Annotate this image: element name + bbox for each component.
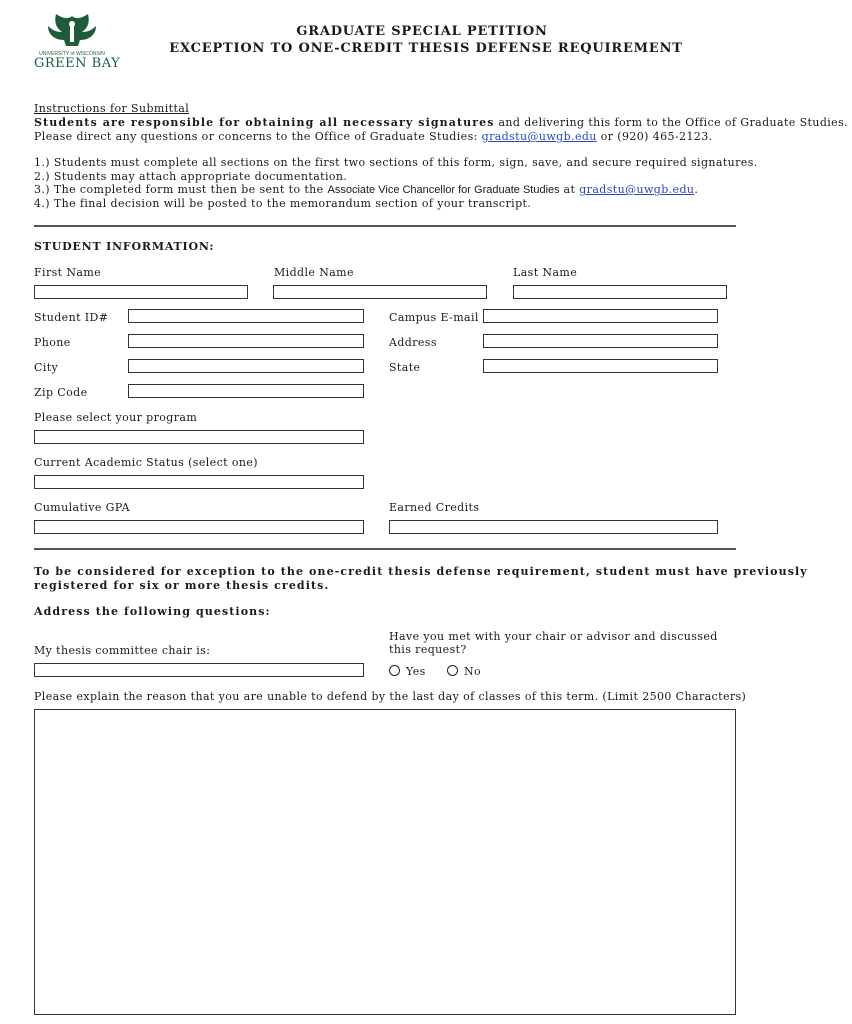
chair-label: My thesis committee chair is: xyxy=(34,644,211,657)
state-label: State xyxy=(389,361,421,374)
zip-label: Zip Code xyxy=(34,386,88,399)
last-name-label: Last Name xyxy=(513,266,578,279)
middle-name-field[interactable] xyxy=(273,285,487,299)
university-logo xyxy=(34,12,121,71)
first-name-label: First Name xyxy=(34,266,102,279)
instructions-contact xyxy=(34,130,713,143)
state-field[interactable] xyxy=(483,359,718,373)
logo-name: GREEN BAY xyxy=(34,56,121,71)
credits-label: Earned Credits xyxy=(389,501,480,514)
status-label: Current Academic Status (select one) xyxy=(34,456,258,469)
program-label: Please select your program xyxy=(34,411,198,424)
campus-email-label: Campus E-mail xyxy=(389,311,479,324)
chair-field[interactable] xyxy=(34,663,364,677)
status-select[interactable] xyxy=(34,475,364,489)
step3-text-c: at xyxy=(559,183,580,196)
credits-field[interactable] xyxy=(389,520,718,534)
city-field[interactable] xyxy=(128,359,364,373)
step3-text-a: 3.) The completed form must then be sent to the xyxy=(34,183,328,196)
yes-radio[interactable] xyxy=(389,665,400,676)
no-radio[interactable] xyxy=(447,665,458,676)
address-questions-heading: Address the following questions: xyxy=(34,605,271,618)
student-id-field[interactable] xyxy=(128,309,364,323)
contact-phone: or (920) 465-2123. xyxy=(596,130,713,143)
instructions-lead-rest: and delivering this form to the Office of Graduate Studies. xyxy=(494,116,849,129)
step3-office: Associate Vice Chancellor for Graduate Studies xyxy=(327,184,560,196)
explain-label: Please explain the reason that you are unable to defend by the last day of classes of this term. (Limit 2500 Characters) xyxy=(34,690,747,703)
first-name-field[interactable] xyxy=(34,285,248,299)
step3-email-link[interactable]: gradstu@uwgb.edu xyxy=(579,183,695,196)
page-title: GRADUATE SPECIAL PETITION xyxy=(296,24,548,39)
step3-text-d: . xyxy=(694,183,699,196)
city-label: City xyxy=(34,361,59,374)
gpa-field[interactable] xyxy=(34,520,364,534)
contact-email-link[interactable]: gradstu@uwgb.edu xyxy=(481,130,597,143)
instruction-step-2: 2.) Students may attach appropriate documentation. xyxy=(34,170,348,183)
divider-middle xyxy=(34,548,736,550)
exception-notice-line2: registered for six or more thesis credits. xyxy=(34,579,330,592)
student-id-label: Student ID# xyxy=(34,311,109,324)
yes-label: Yes xyxy=(406,665,426,678)
last-name-field[interactable] xyxy=(513,285,727,299)
campus-email-field[interactable] xyxy=(483,309,718,323)
met-question-line2: this request? xyxy=(389,643,467,656)
exception-notice-line1: To be considered for exception to the one-credit thesis defense requirement, student must have previously xyxy=(34,565,808,578)
address-label: Address xyxy=(389,336,437,349)
phone-label: Phone xyxy=(34,336,71,349)
explanation-textarea[interactable] xyxy=(34,709,736,1015)
middle-name-label: Middle Name xyxy=(274,266,354,279)
program-select[interactable] xyxy=(34,430,364,444)
instructions-lead xyxy=(34,116,848,129)
instructions-bold-lead: Students are responsible for obtaining all necessary signatures xyxy=(34,116,495,129)
page-subtitle: EXCEPTION TO ONE-CREDIT THESIS DEFENSE REQUIREMENT xyxy=(169,41,683,56)
instructions-heading: Instructions for Submittal xyxy=(34,102,190,115)
address-field[interactable] xyxy=(483,334,718,348)
student-info-heading: STUDENT INFORMATION: xyxy=(34,240,215,253)
phone-field[interactable] xyxy=(128,334,364,348)
instruction-step-3 xyxy=(34,183,698,197)
instruction-step-4: 4.) The final decision will be posted to the memorandum section of your transcript. xyxy=(34,197,532,210)
contact-text: Please direct any questions or concerns to the Office of Graduate Studies: xyxy=(34,130,482,143)
instruction-step-1: 1.) Students must complete all sections on the first two sections of this form, sign, save, and secure required signatures. xyxy=(34,156,758,169)
logo-small-text: UNIVERSITY of WISCONSIN xyxy=(39,51,105,57)
met-question-line1: Have you met with your chair or advisor and discussed xyxy=(389,630,718,643)
gpa-label: Cumulative GPA xyxy=(34,501,130,514)
zip-field[interactable] xyxy=(128,384,364,398)
divider-top xyxy=(34,225,736,227)
no-label: No xyxy=(464,665,482,678)
